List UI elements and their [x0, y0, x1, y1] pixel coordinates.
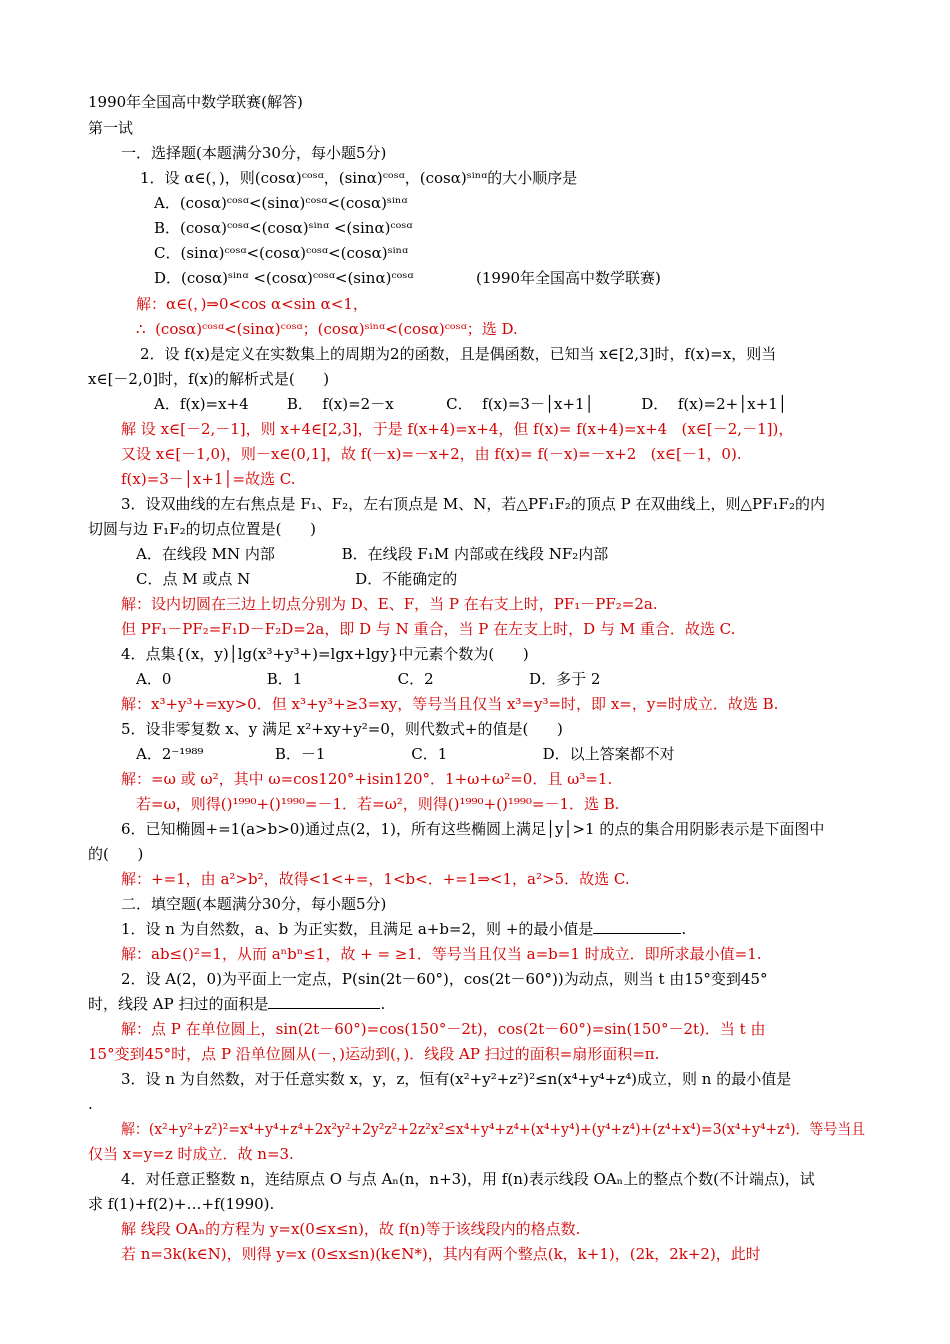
q3-options-row-2: C．点 M 或点 N D．不能确定的 [136, 570, 458, 588]
q5-stem: 5．设非零复数 x、y 满足 x²+xy+y²=0，则代数式+的值是( ) [121, 720, 563, 738]
q2-options: A．f(x)=x+4 B． f(x)=2－x C． f(x)=3－│x+1│ D． f(x)=2+│x+1│ [154, 395, 787, 413]
f3-stem-line-2: . [88, 1095, 93, 1113]
f1-solution: 解：ab≤()²=1，从而 aⁿbⁿ≤1，故 + = ≥1．等号当且仅当 a=b=1 时成立．即所求最小值=1. [121, 945, 762, 963]
q4-options: A．0 B．1 C．2 D．多于 2 [136, 670, 601, 688]
q6-stem-line-2: 的( ) [88, 845, 144, 863]
f1-period: . [681, 920, 687, 938]
section-2-heading: 二．填空题(本题满分30分，每小题5分) [121, 895, 387, 913]
f3-solution-line-2: 仅当 x=y=z 时成立．故 n=3. [88, 1145, 294, 1163]
q5-options: A．2⁻¹⁹⁸⁹ B．－1 C．1 D．以上答案都不对 [136, 745, 675, 763]
f2-stem-line-2 [88, 994, 385, 1014]
f1-text: 1．设 n 为自然数，a、b 为正实数，且满足 a+b=2，则 +的最小值是 [121, 920, 594, 938]
doc-title: 1990年全国高中数学联赛(解答) [88, 93, 303, 111]
f2-solution-line-1: 解：点 P 在单位圆上，sin(2t－60°)=cos(150°－2t)，cos(2t－60°)=sin(150°－2t)．当 t 由 [121, 1020, 766, 1038]
q3-solution-line-2: 但 PF₁－PF₂=F₁D－F₂D=2a，即 D 与 N 重合，当 P 在左支上时，D 与 M 重合．故选 C. [121, 620, 736, 638]
q1-option-a: A．(cosα)ᶜᵒˢᵅ<(sinα)ᶜᵒˢᵅ<(cosα)ˢⁱⁿᵅ [154, 194, 408, 212]
q2-stem-line-1: 2．设 f(x)是定义在实数集上的周期为2的函数，且是偶函数，已知当 x∈[2,3]时，f(x)=x，则当 [140, 345, 777, 363]
f2-text: 时，线段 AP 扫过的面积是 [88, 995, 269, 1013]
q2-solution-line-3: f(x)=3－│x+1│=故选 C. [121, 470, 296, 488]
q3-stem-line-1: 3．设双曲线的左右焦点是 F₁、F₂，左右顶点是 M、N，若△PF₁F₂的顶点 P 在双曲线上，则△PF₁F₂的内 [121, 495, 825, 513]
f1-stem [121, 919, 686, 939]
q2-solution-line-1: 解 设 x∈[－2,－1]，则 x+4∈[2,3]，于是 f(x+4)=x+4，但 f(x)= f(x+4)=x+4 (x∈[－2,－1])， [121, 420, 794, 438]
q1-option-d: D．(cosα)ˢⁱⁿᵅ <(cosα)ᶜᵒˢᵅ<(sinα)ᶜᵒˢᵅ [154, 269, 414, 287]
q6-stem-line-1: 6．已知椭圆+=1(a>b>0)通过点(2，1)，所有这些椭圆上满足│y│>1 的点的集合用阴影表示是下面图中 [121, 820, 825, 838]
f3-solution-line-1: 解：(x²+y²+z²)²=x⁴+y⁴+z⁴+2x²y²+2y²z²+2z²x²≤x⁴+y⁴+z⁴+(x⁴+y⁴)+(y⁴+z⁴)+(z⁴+x⁴)=3(x⁴+y⁴+z⁴)．等号当且 [121, 1120, 866, 1138]
f2-answer-blank [268, 994, 380, 1009]
q1-solution-line-2: ∴ (cosα)ᶜᵒˢᵅ<(sinα)ᶜᵒˢᵅ；(cosα)ˢⁱⁿᵅ<(cosα)ᶜᵒˢᵅ；选 D. [136, 320, 518, 338]
q3-options-row-1: A．在线段 MN 内部 B．在线段 F₁M 内部或在线段 NF₂内部 [136, 545, 609, 563]
q1-source: (1990年全国高中数学联赛) [476, 269, 661, 287]
f1-answer-blank [593, 919, 681, 934]
q4-stem: 4．点集{(x，y)│lg(x³+y³+)=lgx+lgy}中元素个数为( ) [121, 645, 529, 663]
f2-solution-line-2: 15°变到45°时，点 P 沿单位圆从(－，)运动到(，)．线段 AP 扫过的面积=扇形面积=π. [88, 1045, 660, 1063]
q1-solution-line-1: 解：α∈(，)⇒0<cos α<sin α<1， [136, 295, 368, 313]
f3-stem-line-1: 3．设 n 为自然数，对于任意实数 x，y，z，恒有(x²+y²+z²)²≤n(x⁴+y⁴+z⁴)成立，则 n 的最小值是 [121, 1070, 792, 1088]
f4-stem-line-2: 求 f(1)+f(2)+…+f(1990). [88, 1195, 275, 1213]
q2-stem-line-2: x∈[－2,0]时，f(x)的解析式是( ) [88, 370, 330, 388]
q3-stem-line-2: 切圆与边 F₁F₂的切点位置是( ) [88, 520, 316, 538]
q1-stem: 1．设 α∈(，)，则(cosα)ᶜᵒˢᵅ，(sinα)ᶜᵒˢᵅ，(cosα)ˢⁱⁿᵅ的大小顺序是 [140, 169, 578, 187]
q4-solution: 解：x³+y³+=xy>0．但 x³+y³+≥3=xy，等号当且仅当 x³=y³=时，即 x=，y=时成立．故选 B. [121, 695, 779, 713]
q2-solution-line-2: 又设 x∈[－1,0)，则－x∈(0,1]，故 f(－x)=－x+2，由 f(x)= f(－x)=－x+2 (x∈[－1，0). [121, 445, 742, 463]
q3-solution-line-1: 解：设内切圆在三边上切点分别为 D、E、F，当 P 在右支上时，PF₁－PF₂=2a. [121, 595, 658, 613]
q6-solution: 解：+=1，由 a²>b²，故得<1<+=，1<b<．+=1⇒<1，a²>5．故选 C. [121, 870, 630, 888]
q1-option-b: B．(cosα)ᶜᵒˢᵅ<(cosα)ˢⁱⁿᵅ <(sinα)ᶜᵒˢᵅ [154, 219, 413, 237]
section-1-heading: 一．选择题(本题满分30分，每小题5分) [121, 144, 387, 162]
q5-solution-line-1: 解：=ω 或 ω²，其中 ω=cos120°+isin120°．1+ω+ω²=0．且 ω³=1. [121, 770, 613, 788]
f4-stem-line-1: 4．对任意正整数 n，连结原点 O 与点 Aₙ(n，n+3)，用 f(n)表示线段 OAₙ上的整点个数(不计端点)，试 [121, 1170, 815, 1188]
first-test-heading: 第一试 [88, 119, 134, 137]
f4-solution-line-1: 解 线段 OAₙ的方程为 y=x(0≤x≤n)，故 f(n)等于该线段内的格点数. [121, 1220, 581, 1238]
q5-solution-line-2: 若=ω，则得()¹⁹⁹⁰+()¹⁹⁹⁰=－1．若=ω²，则得()¹⁹⁹⁰+()¹⁹⁹⁰=－1．选 B. [136, 795, 620, 813]
q1-option-c: C．(sinα)ᶜᵒˢᵅ<(cosα)ᶜᵒˢᵅ<(cosα)ˢⁱⁿᵅ [154, 244, 409, 262]
f4-solution-line-2: 若 n=3k(k∈N)，则得 y=x (0≤x≤n)(k∈N*)，其内有两个整点(k，k+1)，(2k，2k+2)，此时 [121, 1245, 761, 1263]
f2-stem-line-1: 2．设 A(2，0)为平面上一定点，P(sin(2t－60°)，cos(2t－60°))为动点，则当 t 由15°变到45° [121, 970, 768, 988]
f2-period: . [380, 995, 386, 1013]
